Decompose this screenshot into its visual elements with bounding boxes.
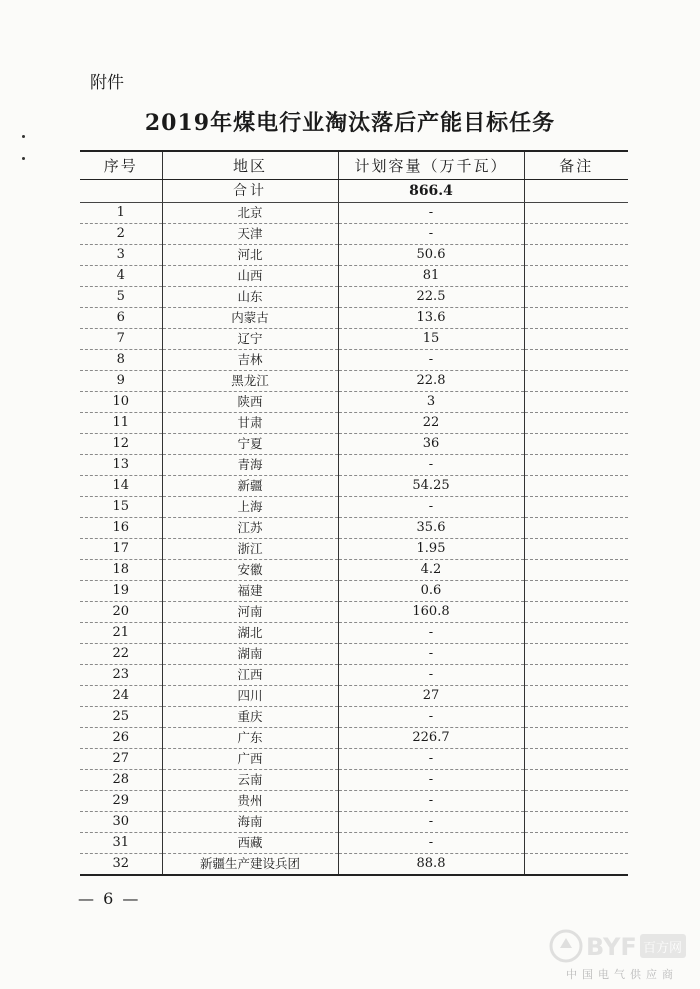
- row-region-cell: 北京: [162, 203, 338, 224]
- row-capacity-cell: 226.7: [338, 728, 524, 749]
- row-no-cell: 11: [80, 413, 162, 434]
- row-no-cell: 30: [80, 812, 162, 833]
- table-row: [80, 287, 628, 308]
- row-remarks-cell: [524, 350, 628, 371]
- table-row: [80, 665, 628, 686]
- row-no-cell: 4: [80, 266, 162, 287]
- row-capacity-cell: -: [338, 707, 524, 728]
- table-row: [80, 644, 628, 665]
- row-no-cell: 8: [80, 350, 162, 371]
- row-capacity-cell: 81: [338, 266, 524, 287]
- row-capacity-cell: 22: [338, 413, 524, 434]
- row-no-cell: 22: [80, 644, 162, 665]
- row-region-cell: 安徽: [162, 560, 338, 581]
- row-region-cell: 湖北: [162, 623, 338, 644]
- row-remarks-cell: [524, 791, 628, 812]
- total-remarks-cell: [524, 180, 628, 203]
- header-no: 序号: [80, 151, 162, 180]
- row-remarks-cell: [524, 581, 628, 602]
- row-capacity-cell: 15: [338, 329, 524, 350]
- row-no-cell: 13: [80, 455, 162, 476]
- header-region: 地区: [162, 151, 338, 180]
- row-no-cell: 15: [80, 497, 162, 518]
- row-remarks-cell: [524, 371, 628, 392]
- table-row: [80, 812, 628, 833]
- row-capacity-cell: -: [338, 812, 524, 833]
- row-region-cell: 内蒙古: [162, 308, 338, 329]
- row-remarks-cell: [524, 329, 628, 350]
- row-region-cell: 西藏: [162, 833, 338, 854]
- row-region-cell: 上海: [162, 497, 338, 518]
- row-no-cell: 14: [80, 476, 162, 497]
- total-capacity: 866.4: [338, 180, 524, 203]
- watermark-subtitle: 中国电气供应商: [566, 968, 678, 981]
- row-capacity-cell: 1.95: [338, 539, 524, 560]
- row-no-cell: 2: [80, 224, 162, 245]
- row-no-cell: 1: [80, 203, 162, 224]
- row-capacity-cell: 22.5: [338, 287, 524, 308]
- table-row: [80, 686, 628, 707]
- table-row: [80, 623, 628, 644]
- row-no-cell: 16: [80, 518, 162, 539]
- row-remarks-cell: [524, 392, 628, 413]
- row-no-cell: 25: [80, 707, 162, 728]
- row-no-cell: 28: [80, 770, 162, 791]
- row-capacity-cell: 0.6: [338, 581, 524, 602]
- row-capacity-cell: 35.6: [338, 518, 524, 539]
- row-remarks-cell: [524, 413, 628, 434]
- table-row: [80, 518, 628, 539]
- row-remarks-cell: [524, 518, 628, 539]
- row-region-cell: 江西: [162, 665, 338, 686]
- table-row: [80, 833, 628, 854]
- row-region-cell: 四川: [162, 686, 338, 707]
- row-region-cell: 山西: [162, 266, 338, 287]
- row-region-cell: 广西: [162, 749, 338, 770]
- row-region-cell: 云南: [162, 770, 338, 791]
- row-remarks-cell: [524, 602, 628, 623]
- row-no-cell: 32: [80, 854, 162, 876]
- row-region-cell: 浙江: [162, 539, 338, 560]
- table-row: [80, 602, 628, 623]
- table-row: [80, 560, 628, 581]
- row-region-cell: 天津: [162, 224, 338, 245]
- row-capacity-cell: 88.8: [338, 854, 524, 876]
- row-capacity-cell: 50.6: [338, 245, 524, 266]
- row-no-cell: 5: [80, 287, 162, 308]
- row-capacity-cell: 36: [338, 434, 524, 455]
- row-remarks-cell: [524, 476, 628, 497]
- row-remarks-cell: [524, 224, 628, 245]
- table-row: [80, 791, 628, 812]
- row-capacity-cell: 4.2: [338, 560, 524, 581]
- scan-speck: [22, 157, 25, 160]
- total-row: [80, 180, 628, 203]
- row-capacity-cell: -: [338, 791, 524, 812]
- row-remarks-cell: [524, 203, 628, 224]
- row-capacity-cell: 13.6: [338, 308, 524, 329]
- row-no-cell: 7: [80, 329, 162, 350]
- table-row: [80, 392, 628, 413]
- table-row: [80, 266, 628, 287]
- byf-logo-icon: [548, 926, 688, 966]
- row-no-cell: 23: [80, 665, 162, 686]
- row-region-cell: 辽宁: [162, 329, 338, 350]
- row-no-cell: 20: [80, 602, 162, 623]
- row-remarks-cell: [524, 749, 628, 770]
- row-remarks-cell: [524, 644, 628, 665]
- document-title: 2019年煤电行业淘汰落后产能目标任务: [144, 110, 556, 136]
- row-remarks-cell: [524, 665, 628, 686]
- row-no-cell: 18: [80, 560, 162, 581]
- row-region-cell: 新疆生产建设兵团: [162, 854, 338, 876]
- row-no-cell: 27: [80, 749, 162, 770]
- row-remarks-cell: [524, 770, 628, 791]
- table-row: [80, 476, 628, 497]
- row-remarks-cell: [524, 455, 628, 476]
- row-capacity-cell: -: [338, 350, 524, 371]
- table-row: [80, 770, 628, 791]
- table-row: [80, 308, 628, 329]
- row-capacity-cell: -: [338, 770, 524, 791]
- row-capacity-cell: -: [338, 455, 524, 476]
- row-region-cell: 广东: [162, 728, 338, 749]
- svg-text:BYF: BYF: [586, 933, 637, 961]
- row-no-cell: 29: [80, 791, 162, 812]
- table-row: [80, 539, 628, 560]
- row-region-cell: 河北: [162, 245, 338, 266]
- row-remarks-cell: [524, 686, 628, 707]
- row-no-cell: 31: [80, 833, 162, 854]
- row-region-cell: 重庆: [162, 707, 338, 728]
- row-remarks-cell: [524, 497, 628, 518]
- table-row: [80, 329, 628, 350]
- attachment-label: 附件: [90, 73, 124, 93]
- row-region-cell: 新疆: [162, 476, 338, 497]
- row-remarks-cell: [524, 434, 628, 455]
- row-region-cell: 甘肃: [162, 413, 338, 434]
- row-region-cell: 海南: [162, 812, 338, 833]
- table-row: [80, 434, 628, 455]
- row-region-cell: 江苏: [162, 518, 338, 539]
- svg-text:百方网: 百方网: [643, 941, 683, 956]
- row-region-cell: 陕西: [162, 392, 338, 413]
- row-no-cell: 9: [80, 371, 162, 392]
- row-remarks-cell: [524, 287, 628, 308]
- row-region-cell: 黑龙江: [162, 371, 338, 392]
- row-capacity-cell: -: [338, 833, 524, 854]
- row-remarks-cell: [524, 728, 628, 749]
- row-remarks-cell: [524, 266, 628, 287]
- header-capacity: 计划容量（万千瓦）: [338, 151, 524, 180]
- row-region-cell: 青海: [162, 455, 338, 476]
- row-capacity-cell: -: [338, 203, 524, 224]
- row-remarks-cell: [524, 560, 628, 581]
- total-label: 合计: [162, 180, 338, 203]
- row-capacity-cell: 22.8: [338, 371, 524, 392]
- row-region-cell: 河南: [162, 602, 338, 623]
- row-no-cell: 6: [80, 308, 162, 329]
- table-row: [80, 707, 628, 728]
- row-capacity-cell: -: [338, 224, 524, 245]
- row-capacity-cell: -: [338, 665, 524, 686]
- table-row: [80, 854, 628, 876]
- row-no-cell: 19: [80, 581, 162, 602]
- row-no-cell: 26: [80, 728, 162, 749]
- row-region-cell: 福建: [162, 581, 338, 602]
- table-row: [80, 350, 628, 371]
- row-no-cell: 24: [80, 686, 162, 707]
- table-row: [80, 413, 628, 434]
- row-capacity-cell: -: [338, 749, 524, 770]
- row-capacity-cell: 27: [338, 686, 524, 707]
- row-no-cell: 10: [80, 392, 162, 413]
- table-row: [80, 455, 628, 476]
- row-remarks-cell: [524, 707, 628, 728]
- header-remarks: 备注: [524, 151, 628, 180]
- row-capacity-cell: 54.25: [338, 476, 524, 497]
- row-no-cell: 12: [80, 434, 162, 455]
- row-remarks-cell: [524, 833, 628, 854]
- table-row: [80, 203, 628, 224]
- row-remarks-cell: [524, 245, 628, 266]
- row-region-cell: 贵州: [162, 791, 338, 812]
- row-remarks-cell: [524, 812, 628, 833]
- row-capacity-cell: -: [338, 497, 524, 518]
- table-row: [80, 728, 628, 749]
- watermark-logo: [548, 926, 688, 970]
- total-no-cell: [80, 180, 162, 203]
- row-remarks-cell: [524, 308, 628, 329]
- table-row: [80, 371, 628, 392]
- row-no-cell: 17: [80, 539, 162, 560]
- row-capacity-cell: -: [338, 644, 524, 665]
- table-row: [80, 245, 628, 266]
- row-region-cell: 宁夏: [162, 434, 338, 455]
- row-capacity-cell: 3: [338, 392, 524, 413]
- table-header-row: [80, 151, 628, 180]
- row-remarks-cell: [524, 539, 628, 560]
- table-row: [80, 497, 628, 518]
- row-remarks-cell: [524, 854, 628, 876]
- row-region-cell: 湖南: [162, 644, 338, 665]
- row-capacity-cell: 160.8: [338, 602, 524, 623]
- table-row: [80, 581, 628, 602]
- row-no-cell: 3: [80, 245, 162, 266]
- row-capacity-cell: -: [338, 623, 524, 644]
- scan-speck: [22, 135, 25, 138]
- row-remarks-cell: [524, 623, 628, 644]
- capacity-table: [80, 150, 628, 876]
- row-region-cell: 吉林: [162, 350, 338, 371]
- table-row: [80, 749, 628, 770]
- row-no-cell: 21: [80, 623, 162, 644]
- row-region-cell: 山东: [162, 287, 338, 308]
- table-row: [80, 224, 628, 245]
- page-number: — 6 —: [78, 889, 141, 908]
